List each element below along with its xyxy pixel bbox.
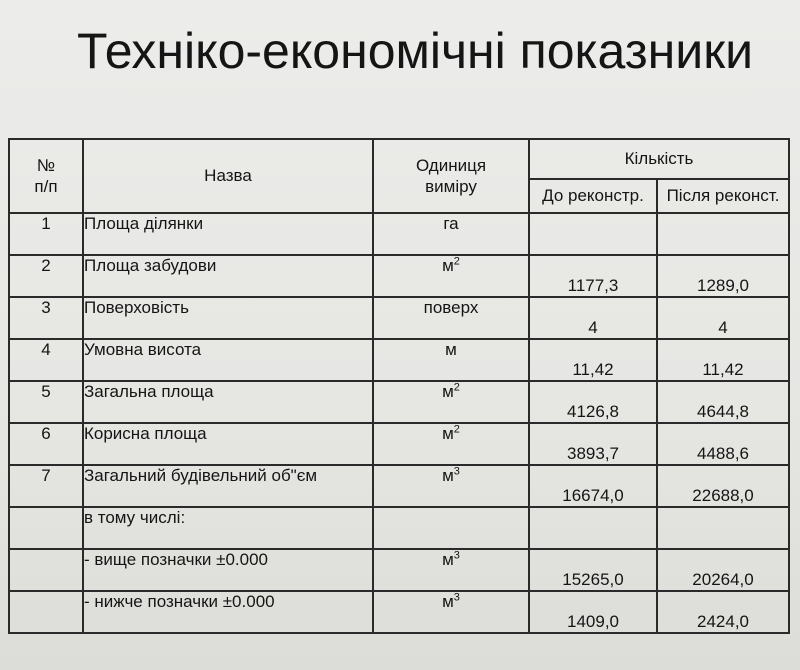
unit-text: поверх xyxy=(423,298,479,317)
page-title: Техніко-економічні показники xyxy=(76,23,754,79)
row-after xyxy=(657,213,789,255)
row-number: 1 xyxy=(9,213,83,255)
row-before xyxy=(529,213,657,255)
row-unit xyxy=(373,423,529,465)
header-after: Після реконст. xyxy=(657,179,789,213)
row-before: 16674,0 xyxy=(529,465,657,507)
row-unit xyxy=(373,297,529,339)
row-name: Умовна висота xyxy=(83,339,373,381)
unit-exponent: 2 xyxy=(453,255,460,268)
table-row xyxy=(9,297,789,339)
row-after: 4 xyxy=(657,297,789,339)
unit-exponent: 3 xyxy=(453,591,460,604)
row-before: 15265,0 xyxy=(529,549,657,591)
row-number: 4 xyxy=(9,339,83,381)
header-unit-line1: Одиниця xyxy=(415,156,487,175)
row-number: 2 xyxy=(9,255,83,297)
row-unit xyxy=(373,549,529,591)
table-row xyxy=(9,423,789,465)
row-name: Загальна площа xyxy=(83,381,373,423)
row-number: 7 xyxy=(9,465,83,507)
header-before: До реконстр. xyxy=(529,179,657,213)
row-after: 2424,0 xyxy=(657,591,789,633)
row-before: 1409,0 xyxy=(529,591,657,633)
row-after: 4644,8 xyxy=(657,381,789,423)
unit-text: м xyxy=(442,550,454,569)
row-number: 6 xyxy=(9,423,83,465)
table-row xyxy=(9,255,789,297)
header-number-line2: п/п xyxy=(34,177,58,196)
table-row xyxy=(9,213,789,255)
row-unit xyxy=(373,507,529,549)
header-quantity: Кількість xyxy=(529,139,789,179)
row-after: 22688,0 xyxy=(657,465,789,507)
row-after xyxy=(657,507,789,549)
row-name: - вище позначки ±0.000 xyxy=(83,549,373,591)
header-name: Назва xyxy=(83,139,373,213)
row-name: в тому числі: xyxy=(83,507,373,549)
row-unit xyxy=(373,381,529,423)
row-name: Загальний будівельний об"єм xyxy=(83,465,373,507)
row-before: 11,42 xyxy=(529,339,657,381)
row-number xyxy=(9,591,83,633)
row-number: 3 xyxy=(9,297,83,339)
row-unit xyxy=(373,591,529,633)
unit-exponent: 3 xyxy=(453,465,460,478)
unit-text: м xyxy=(445,340,457,359)
indicators-table xyxy=(8,138,790,634)
header-number-line1: № xyxy=(36,156,56,175)
unit-exponent: 2 xyxy=(453,423,460,436)
row-unit xyxy=(373,465,529,507)
row-unit xyxy=(373,213,529,255)
row-number: 5 xyxy=(9,381,83,423)
unit-text: га xyxy=(443,214,459,233)
row-number xyxy=(9,507,83,549)
header-unit-line2: виміру xyxy=(425,177,477,196)
unit-exponent: 2 xyxy=(453,381,460,394)
table-row xyxy=(9,507,789,549)
table-row xyxy=(9,339,789,381)
unit-text: м xyxy=(442,256,454,275)
row-before: 4 xyxy=(529,297,657,339)
row-number xyxy=(9,549,83,591)
row-name: Корисна площа xyxy=(83,423,373,465)
header-unit xyxy=(373,139,529,213)
table-row xyxy=(9,465,789,507)
row-after: 20264,0 xyxy=(657,549,789,591)
row-name: - нижче позначки ±0.000 xyxy=(83,591,373,633)
row-after: 11,42 xyxy=(657,339,789,381)
row-unit xyxy=(373,339,529,381)
table-row xyxy=(9,549,789,591)
row-after: 4488,6 xyxy=(657,423,789,465)
unit-text: м xyxy=(442,424,454,443)
unit-text: м xyxy=(442,466,454,485)
row-before: 1177,3 xyxy=(529,255,657,297)
row-before xyxy=(529,507,657,549)
unit-exponent: 3 xyxy=(453,549,460,562)
row-before: 4126,8 xyxy=(529,381,657,423)
header-number xyxy=(9,139,83,213)
row-unit xyxy=(373,255,529,297)
row-name: Поверховість xyxy=(83,297,373,339)
row-name: Площа забудови xyxy=(83,255,373,297)
unit-text: м xyxy=(442,592,454,611)
unit-text: м xyxy=(442,382,454,401)
table-row xyxy=(9,591,789,633)
table-row xyxy=(9,381,789,423)
row-name: Площа ділянки xyxy=(83,213,373,255)
row-before: 3893,7 xyxy=(529,423,657,465)
row-after: 1289,0 xyxy=(657,255,789,297)
